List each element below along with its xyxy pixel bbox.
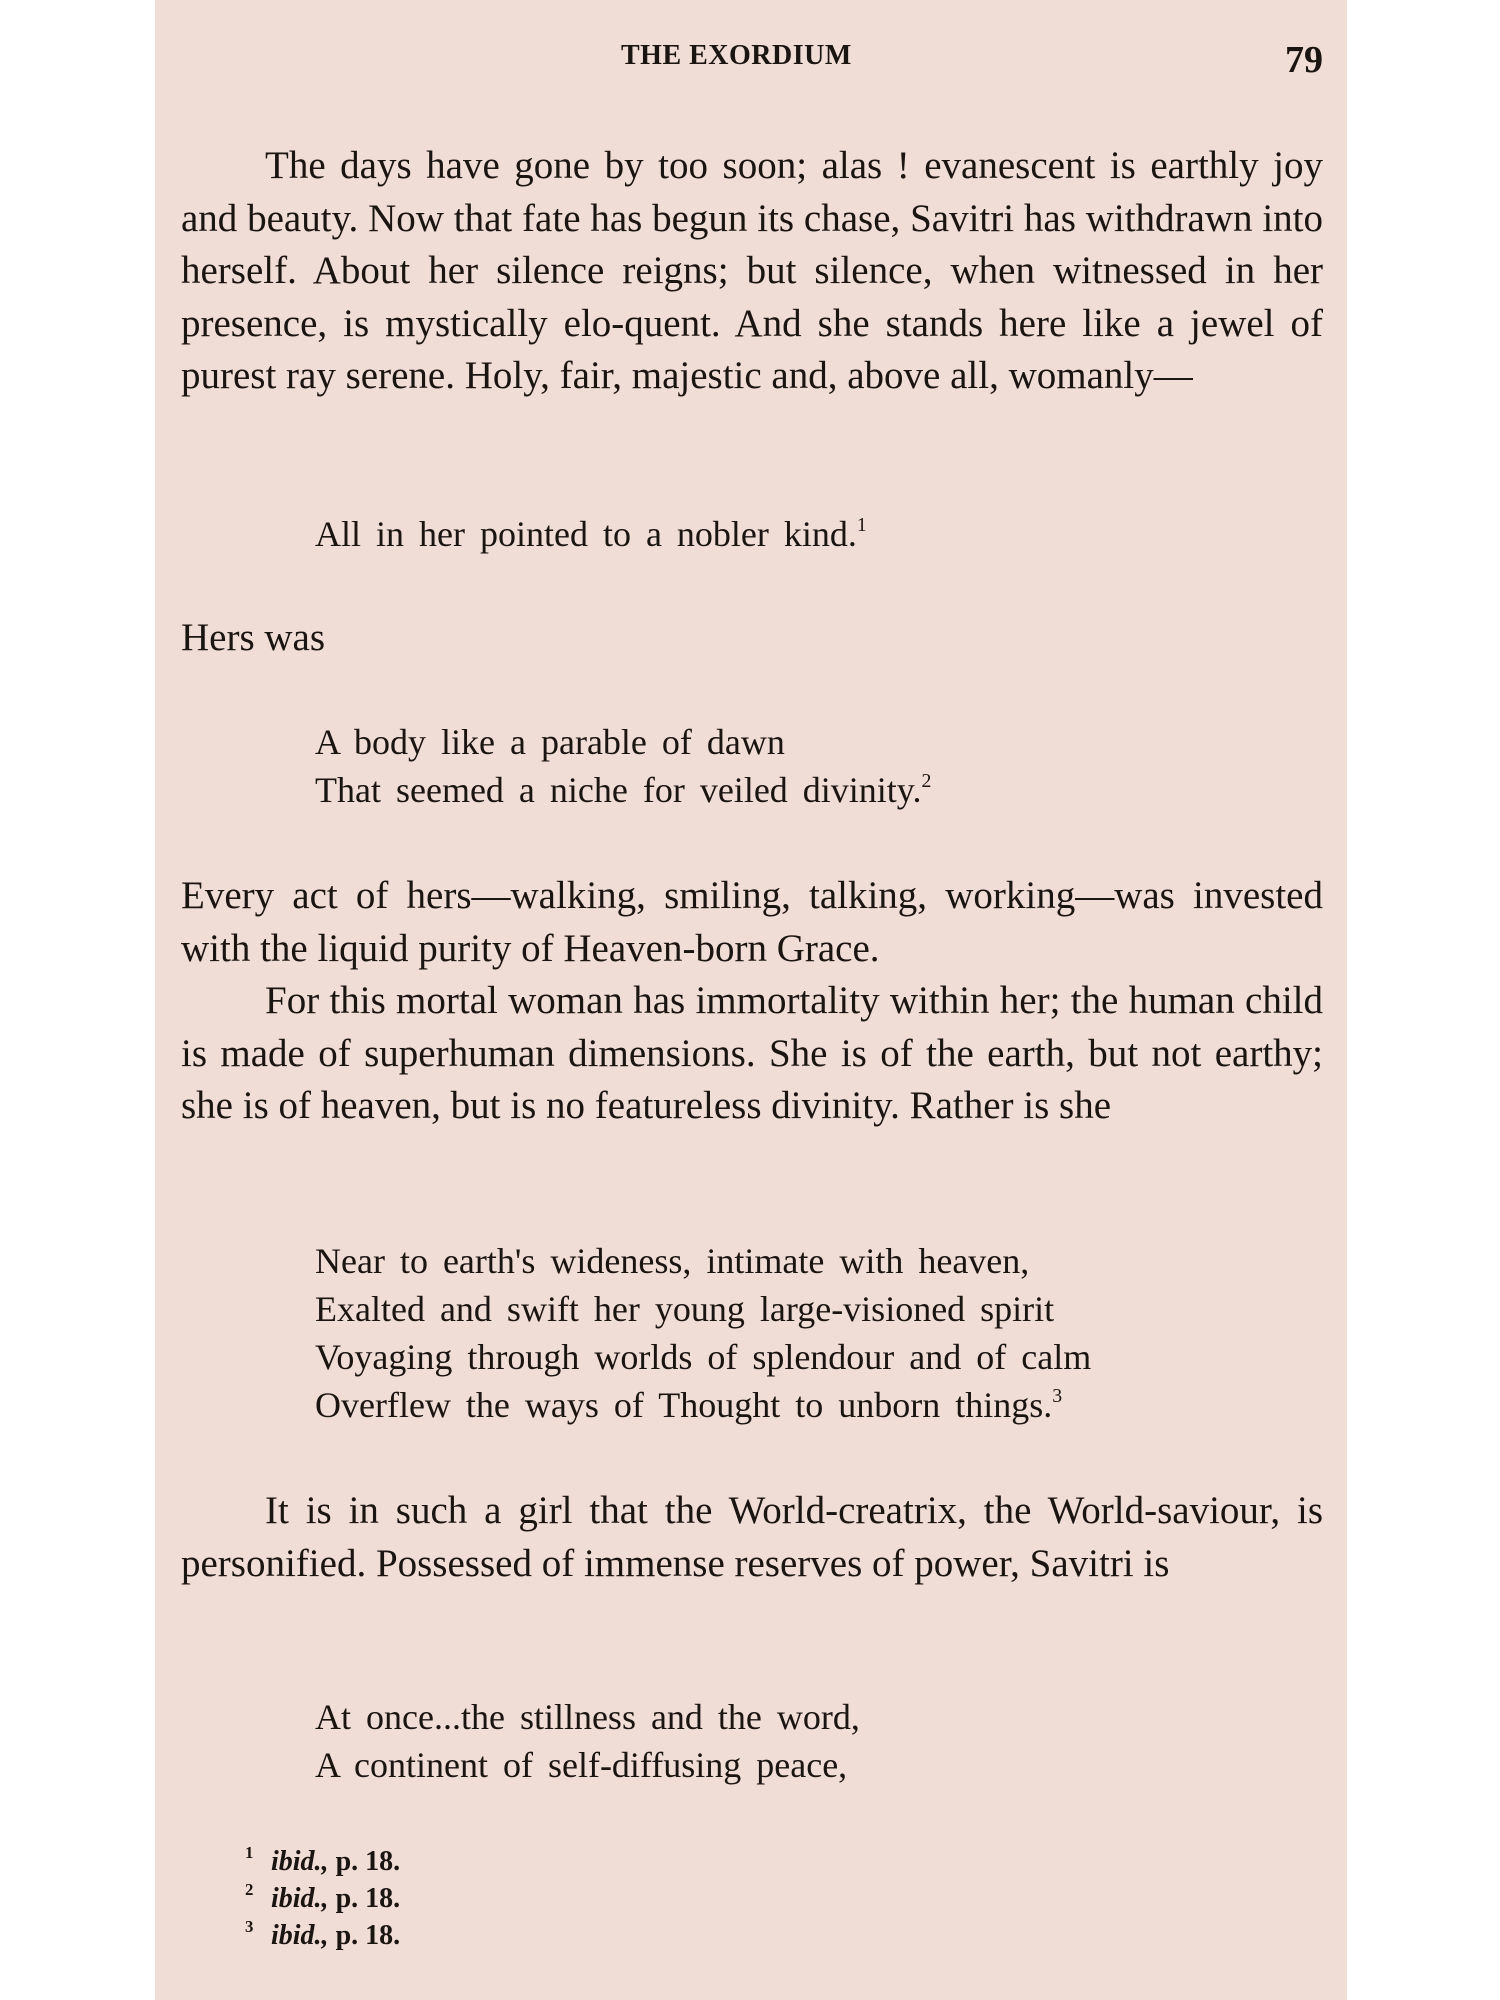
verse-line: That seemed a niche for veiled divinity.$^2$ [315, 770, 932, 810]
paragraph-4: For this mortal woman has immortality within her; the human child is made of superhuman dimensions. She is of the earth, but not earthy; she is of heaven, but is no featureless divinity. Rather is she [181, 979, 1323, 1127]
verse-line: Voyaging through worlds of splendour and of calm [315, 1337, 1092, 1377]
verse-line: Exalted and swift her young large-visioned spirit [315, 1289, 1055, 1329]
footnote-marker: 3 [1052, 1385, 1063, 1408]
verse-line: At once...the stillness and the word, [315, 1697, 860, 1737]
verse-quote-2 [315, 718, 931, 814]
paragraph-2: Hers was [181, 616, 326, 659]
footnote-marker: 2 [921, 770, 932, 793]
verse-line: A body like a parable of dawn [315, 722, 785, 762]
page-number: 79 [1285, 39, 1323, 81]
footnote: 1 ibid., p. 18. [245, 1843, 401, 1877]
book-page [155, 0, 1347, 2000]
verse-line: A continent of self-diffusing peace, [315, 1745, 848, 1785]
verse-line: Overflew the ways of Thought to unborn things.$^3$ [315, 1385, 1063, 1425]
verse-quote-1 [315, 510, 867, 558]
verse-quote-4 [315, 1693, 860, 1789]
paragraph-3: Every act of hers—walking, smiling, talking, working—was invested with the liquid purity of Heaven-born Grace. [181, 874, 1323, 970]
verse-line: Near to earth's wideness, intimate with heaven, [315, 1241, 1030, 1281]
verse-quote-3 [315, 1237, 1091, 1429]
paragraph-5: It is in such a girl that the World-creatrix, the World-saviour, is personified. Possessed of immense reserves of power, Savitri is [181, 1489, 1323, 1585]
footnote-marker: 1 [856, 514, 867, 537]
footnote: 3 ibid., p. 18. [245, 1917, 401, 1951]
footnote: 2 ibid., p. 18. [245, 1880, 401, 1914]
page-header [155, 38, 1347, 88]
running-head: THE EXORDIUM [621, 40, 852, 71]
paragraph-1: The days have gone by too soon; alas ! evanescent is earthly joy and beauty. Now that fate has begun its chase, Savitri has withdrawn into herself. About her silence reigns; but silence, when witnessed in her presence, is mystically elo-quent. And she stands here like a jewel of purest ray serene. Holy, fair, majestic and, above all, womanly— [181, 144, 1323, 397]
footnotes [245, 1843, 400, 1954]
verse-line: All in her pointed to a nobler kind.$^1$ [315, 514, 867, 554]
